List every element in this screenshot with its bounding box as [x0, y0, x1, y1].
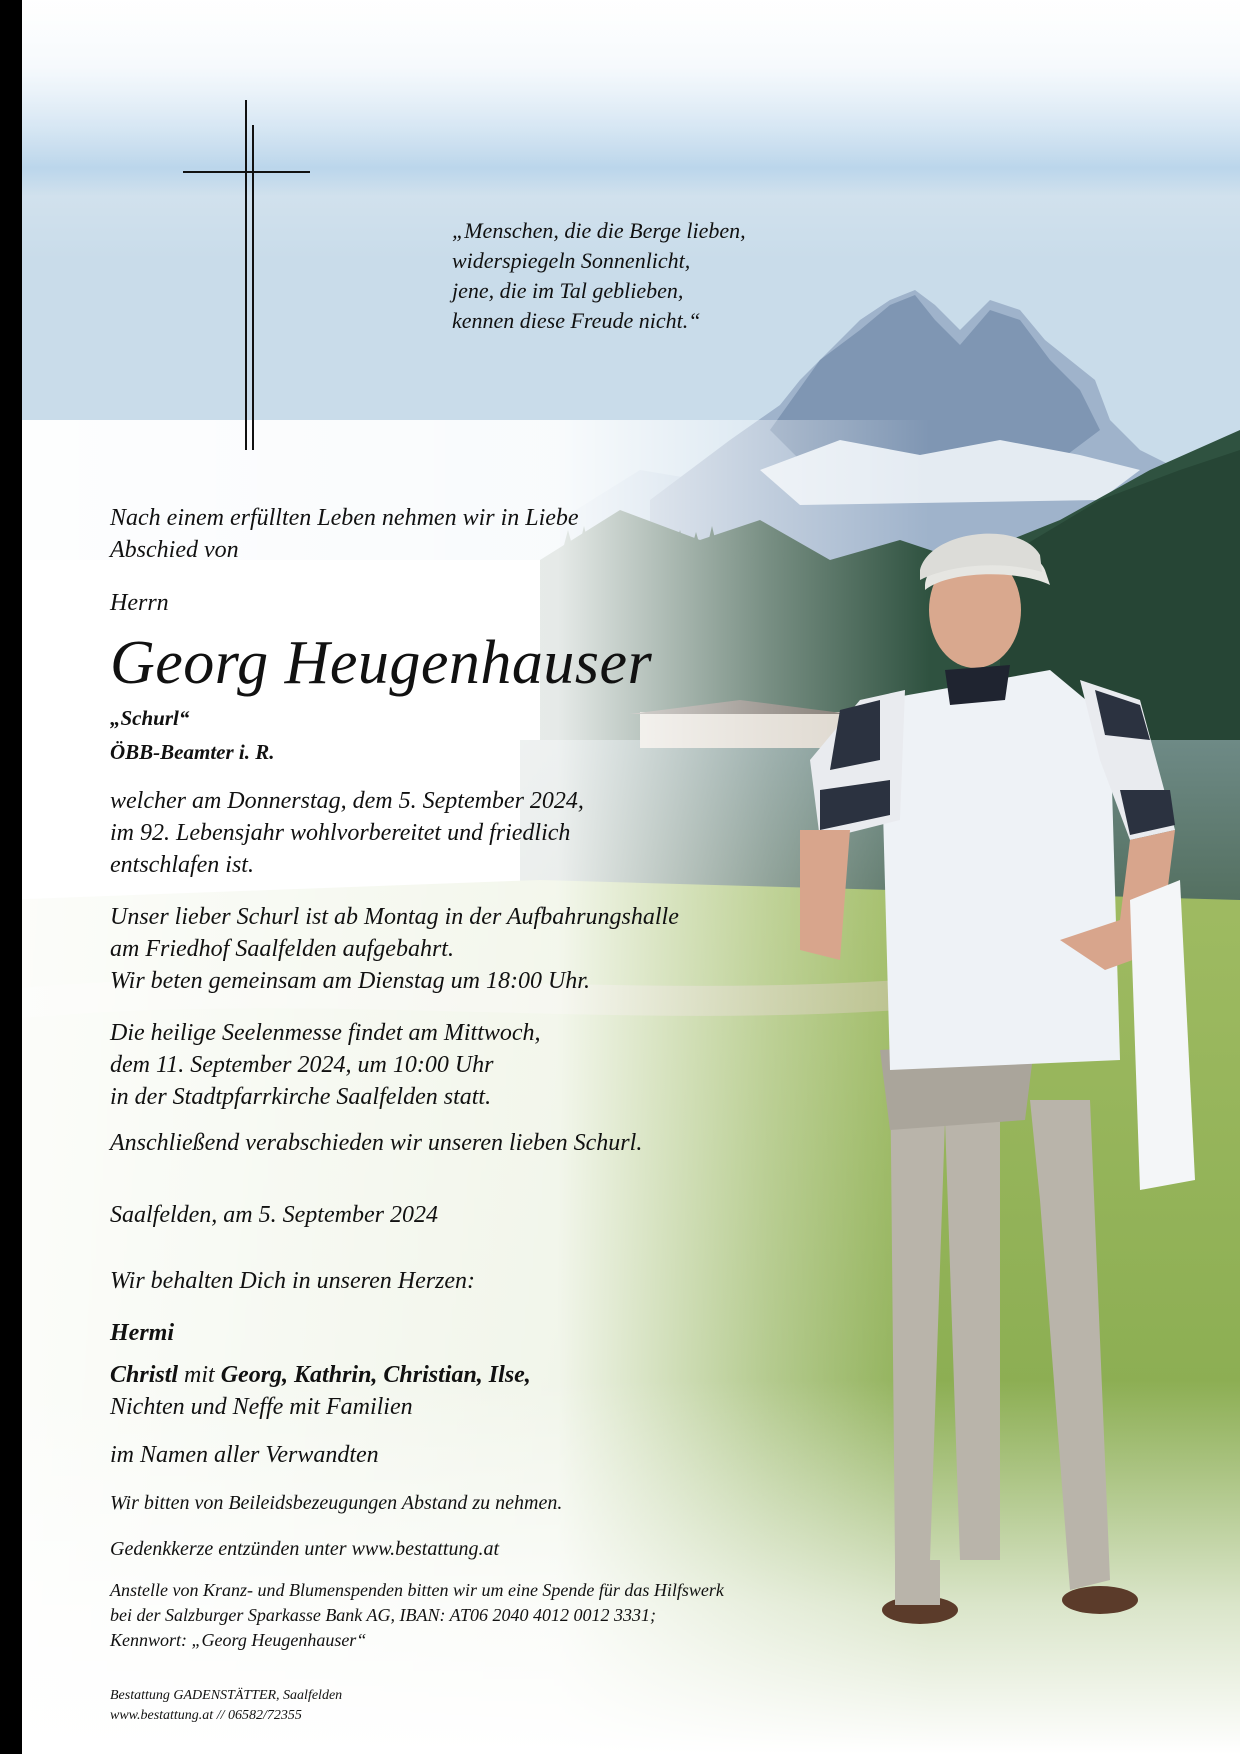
family-name-christl: Christl	[110, 1362, 179, 1388]
laying-out-line-3: Wir beten gemeinsam am Dienstag um 18:00 Uhr.	[110, 968, 590, 994]
occupation: ÖBB-Beamter i. R.	[110, 740, 275, 764]
family-connector: mit	[178, 1362, 221, 1388]
mass-line-2: dem 11. September 2024, um 10:00 Uhr	[110, 1052, 494, 1078]
deceased-name: Georg Heugenhauser	[110, 629, 653, 697]
donation-line-3: Kennwort: „Georg Heugenhauser“	[110, 1630, 367, 1650]
death-notice-line-1: welcher am Donnerstag, dem 5. September 2024,	[110, 788, 584, 814]
death-notice-line-3: entschlafen ist.	[110, 852, 254, 878]
salutation: Herrn	[110, 590, 169, 616]
family-second	[110, 1362, 531, 1389]
candle-note: Gedenkkerze entzünden unter www.bestattung.at	[110, 1538, 500, 1560]
donation-line-1: Anstelle von Kranz- und Blumenspenden bitten wir um eine Spende für das Hilfswerk	[110, 1580, 724, 1600]
farewell-line: Anschließend verabschieden wir unseren lieben Schurl.	[110, 1130, 643, 1156]
quote-line-3: jene, die im Tal geblieben,	[452, 278, 684, 303]
mass-line-1: Die heilige Seelenmesse findet am Mittwoch,	[110, 1020, 541, 1046]
footer-line-2: www.bestattung.at // 06582/72355	[110, 1708, 302, 1723]
family-third: Nichten und Neffe mit Familien	[110, 1394, 413, 1420]
intro-line-2: Abschied von	[110, 537, 239, 563]
death-notice-line-2: im 92. Lebensjahr wohlvorbereitet und friedlich	[110, 820, 571, 846]
quote-line-1: „Menschen, die die Berge lieben,	[452, 218, 746, 243]
nickname: „Schurl“	[110, 706, 190, 730]
hearts-line: Wir behalten Dich in unseren Herzen:	[110, 1268, 476, 1294]
intro-line-1: Nach einem erfüllten Leben nehmen wir in Liebe	[110, 505, 579, 531]
family-fourth: im Namen aller Verwandten	[110, 1442, 379, 1468]
quote-line-2: widerspiegeln Sonnenlicht,	[452, 248, 691, 273]
donation-line-2: bei der Salzburger Sparkasse Bank AG, IBAN: AT06 2040 4012 0012 3331;	[110, 1605, 656, 1625]
laying-out-line-2: am Friedhof Saalfelden aufgebahrt.	[110, 936, 454, 962]
family-names-children: Georg, Kathrin, Christian, Ilse,	[220, 1362, 531, 1388]
family-first: Hermi	[110, 1320, 174, 1346]
condolence-note: Wir bitten von Beileidsbezeugungen Abstand zu nehmen.	[110, 1492, 563, 1514]
black-edge-bar	[0, 0, 22, 1754]
place-date: Saalfelden, am 5. September 2024	[110, 1202, 438, 1228]
footer-line-1: Bestattung GADENSTÄTTER, Saalfelden	[110, 1688, 343, 1703]
laying-out-line-1: Unser lieber Schurl ist ab Montag in der Aufbahrungshalle	[110, 904, 679, 930]
mass-line-3: in der Stadtpfarrkirche Saalfelden statt.	[110, 1084, 492, 1110]
quote-line-4: kennen diese Freude nicht.“	[452, 308, 701, 333]
